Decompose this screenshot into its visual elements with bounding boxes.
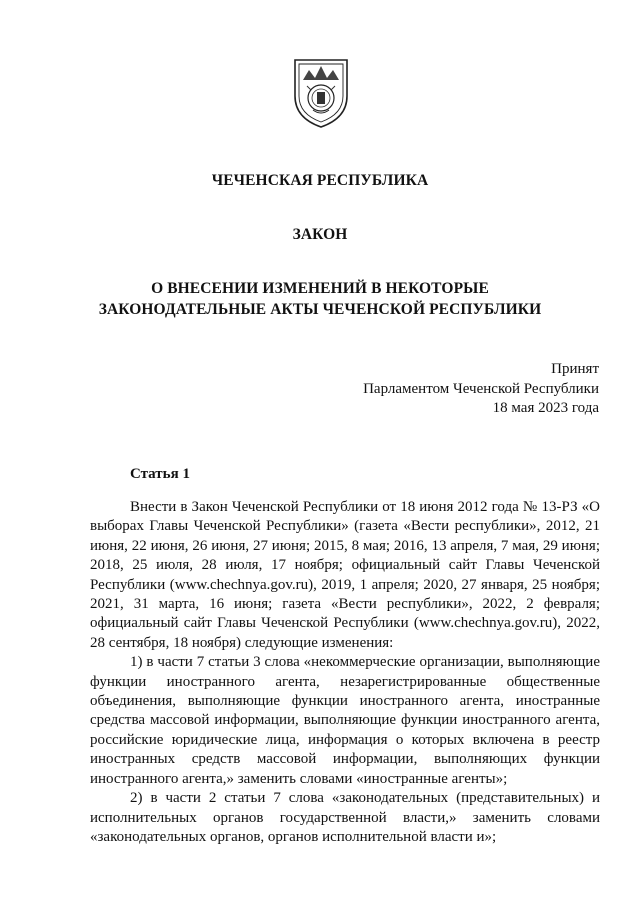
law-subject-line-1: О ВНЕСЕНИИ ИЗМЕНЕНИЙ В НЕКОТОРЫЕ <box>151 280 489 297</box>
adoption-date: 18 мая 2023 года <box>492 400 599 416</box>
article-heading: Статья 1 <box>130 466 190 482</box>
adoption-line-2: Парламентом Чеченской Республики <box>363 380 599 397</box>
article-body <box>90 498 600 847</box>
law-subject-line-2: ЗАКОНОДАТЕЛЬНЫЕ АКТЫ ЧЕЧЕНСКОЙ РЕСПУБЛИКИ <box>98 301 542 318</box>
document-type: ЗАКОН <box>292 226 348 243</box>
adoption-block <box>363 360 599 419</box>
chechen-republic-coat-of-arms-icon <box>289 56 353 130</box>
law-subject <box>0 278 640 320</box>
adoption-line-1: Принят <box>551 361 599 377</box>
article-paragraph: 1) в части 7 статьи 3 слова «некоммерческие организации, выполняющие функции иностранного агента, незарегистрированные общественные объединения, выполняющие функции иностранного агента, иностранные средства массовой информации, выполняющие функции иностранного агента, российские юридические лица, информация о которых включена в реестр иностранных средств массовой информации, выполняющих функции иностранного агента,» заменить словами «иностранные агенты»; <box>90 654 600 787</box>
article-paragraph: 2) в части 2 статьи 7 слова «законодательных (представительных) и исполнительных органов государственной власти,» заменить словами «законодательных органов, органов исполнительной власти и»; <box>90 790 600 845</box>
republic-title: ЧЕЧЕНСКАЯ РЕСПУБЛИКА <box>211 172 429 189</box>
article-paragraph: Внести в Закон Чеченской Республики от 18 июня 2012 года № 13-РЗ «О выборах Главы Чеченской Республики» (газета «Вести республики», 2012, 21 июня, 22 июня, 26 июня, 27 июня; 2015, 8 мая; 2016, 13 апреля, 7 мая, 29 июня; 2018, 25 июля, 28 июля, 17 ноября; официальный сайт Главы Чеченской Республики (www.chechnya.gov.ru), 2019, 1 апреля; 2020, 27 января, 25 ноября; 2021, 31 марта, 16 июня; газета «Вести республики», 2022, 2 февраля; официальный сайт Главы Чеченской Республики (www.chechnya.gov.ru), 2022, 28 сентября, 18 ноября) следующие изменения: <box>90 499 600 651</box>
